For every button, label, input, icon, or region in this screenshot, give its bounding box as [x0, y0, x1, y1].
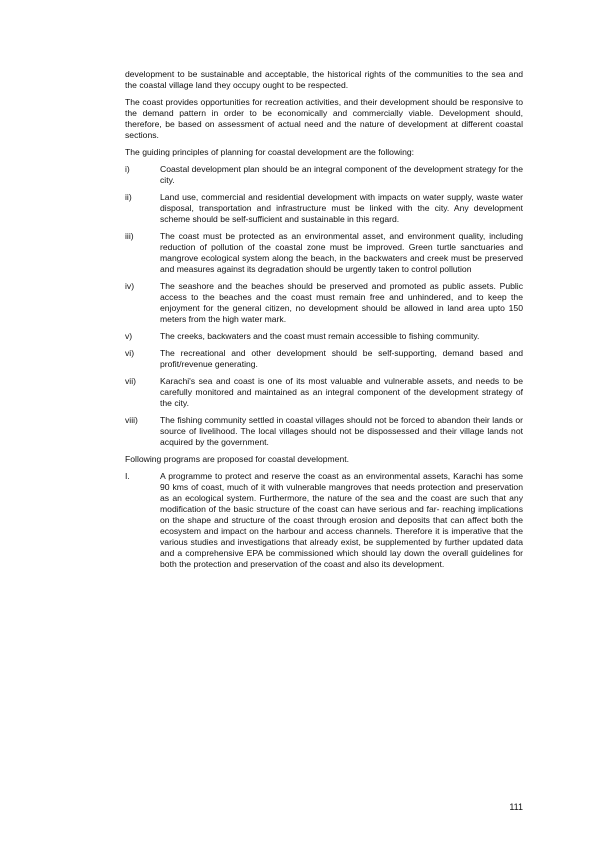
- page-number: 111: [509, 802, 523, 812]
- principle-item: [125, 376, 523, 409]
- principle-item: [125, 281, 523, 325]
- program-item: [125, 471, 523, 570]
- paragraph-community-rights: development to be sustainable and acceptable, the historical rights of the communities to the sea and the coastal village land they occupy ought to be respected.: [125, 69, 523, 90]
- program-text: A programme to protect and reserve the coast as an environmental assets, Karachi has some 90 kms of coast, much of it with vulnerable mangroves that needs protection and preservation as an ecological system. Furthermore, the nature of the sea and the coast are such that any modification of the basic structure of the coast can have serious and far- reaching implications on the shape and structure of the coast through erosion and deposits that can affect both the ecosystem and impact on the harbour and access channels. Therefore it is imperative that the various studies and investigations that already exist, be supplemented by further updated data and a comprehensive EPA be commissioned which should lay down the overall guidelines for both the protection and preservation of the coast and also its development.: [160, 471, 523, 569]
- principle-text: The seashore and the beaches should be preserved and promoted as public assets. Public access to the beaches and the coast must remain free and unhindered, and to keep the enjoyment for the general citizen, no development should be allowed in land area upto 150 meters from the high water mark.: [160, 281, 523, 324]
- principle-item: [125, 348, 523, 370]
- principle-number: vi): [125, 348, 135, 358]
- principle-text: The recreational and other development should be self-supporting, demand based and profit/revenue generating.: [160, 348, 523, 369]
- principle-number: vii): [125, 376, 136, 386]
- page-body: [125, 69, 523, 576]
- principle-number: i): [125, 164, 130, 174]
- paragraph-guiding-principles-intro: The guiding principles of planning for coastal development are the following:: [125, 147, 415, 157]
- principle-item: [125, 415, 523, 448]
- principle-item: [125, 164, 523, 186]
- programs-list: [125, 471, 523, 570]
- program-number: I.: [125, 471, 130, 481]
- principle-text: Coastal development plan should be an integral component of the development strategy for the city.: [160, 164, 523, 185]
- principles-list: [125, 164, 523, 448]
- principle-number: v): [125, 331, 133, 341]
- principle-number: iv): [125, 281, 135, 291]
- principle-item: [125, 231, 523, 275]
- principle-text: The fishing community settled in coastal villages should not be forced to abandon their lands or source of livelihood. The local villages should not be dispossessed and their village lands not acquired by the government.: [160, 415, 523, 447]
- principle-text: The creeks, backwaters and the coast must remain accessible to fishing community.: [160, 331, 480, 341]
- principle-text: Land use, commercial and residential development with impacts on water supply, waste water disposal, transportation and infrastructure must be linked with the city. Any development scheme should be self-sufficient and sustainable in this regard.: [160, 192, 523, 224]
- paragraph-programs-intro: Following programs are proposed for coastal development.: [125, 454, 350, 464]
- principle-item: [125, 331, 523, 342]
- principle-text: The coast must be protected as an environmental asset, and environment quality, including reduction of pollution of the coastal zone must be improved. Green turtle sanctuaries and mangrove ecological system along the beach, in the backwaters and creek must be preserved and measures against its degradation should be urgently taken to control pollution: [160, 231, 523, 274]
- principle-text: Karachi's sea and coast is one of its most valuable and vulnerable assets, and needs to be carefully monitored and maintained as an integral component of the development strategy of the city.: [160, 376, 523, 408]
- principle-number: viii): [125, 415, 138, 425]
- principle-item: [125, 192, 523, 225]
- paragraph-recreation: The coast provides opportunities for recreation activities, and their development should be responsive to the demand pattern in order to be economically and commercially viable. Development should, therefore, be based on assessment of actual need and the nature of development at different coastal sections.: [125, 97, 523, 140]
- principle-number: ii): [125, 192, 132, 202]
- principle-number: iii): [125, 231, 134, 241]
